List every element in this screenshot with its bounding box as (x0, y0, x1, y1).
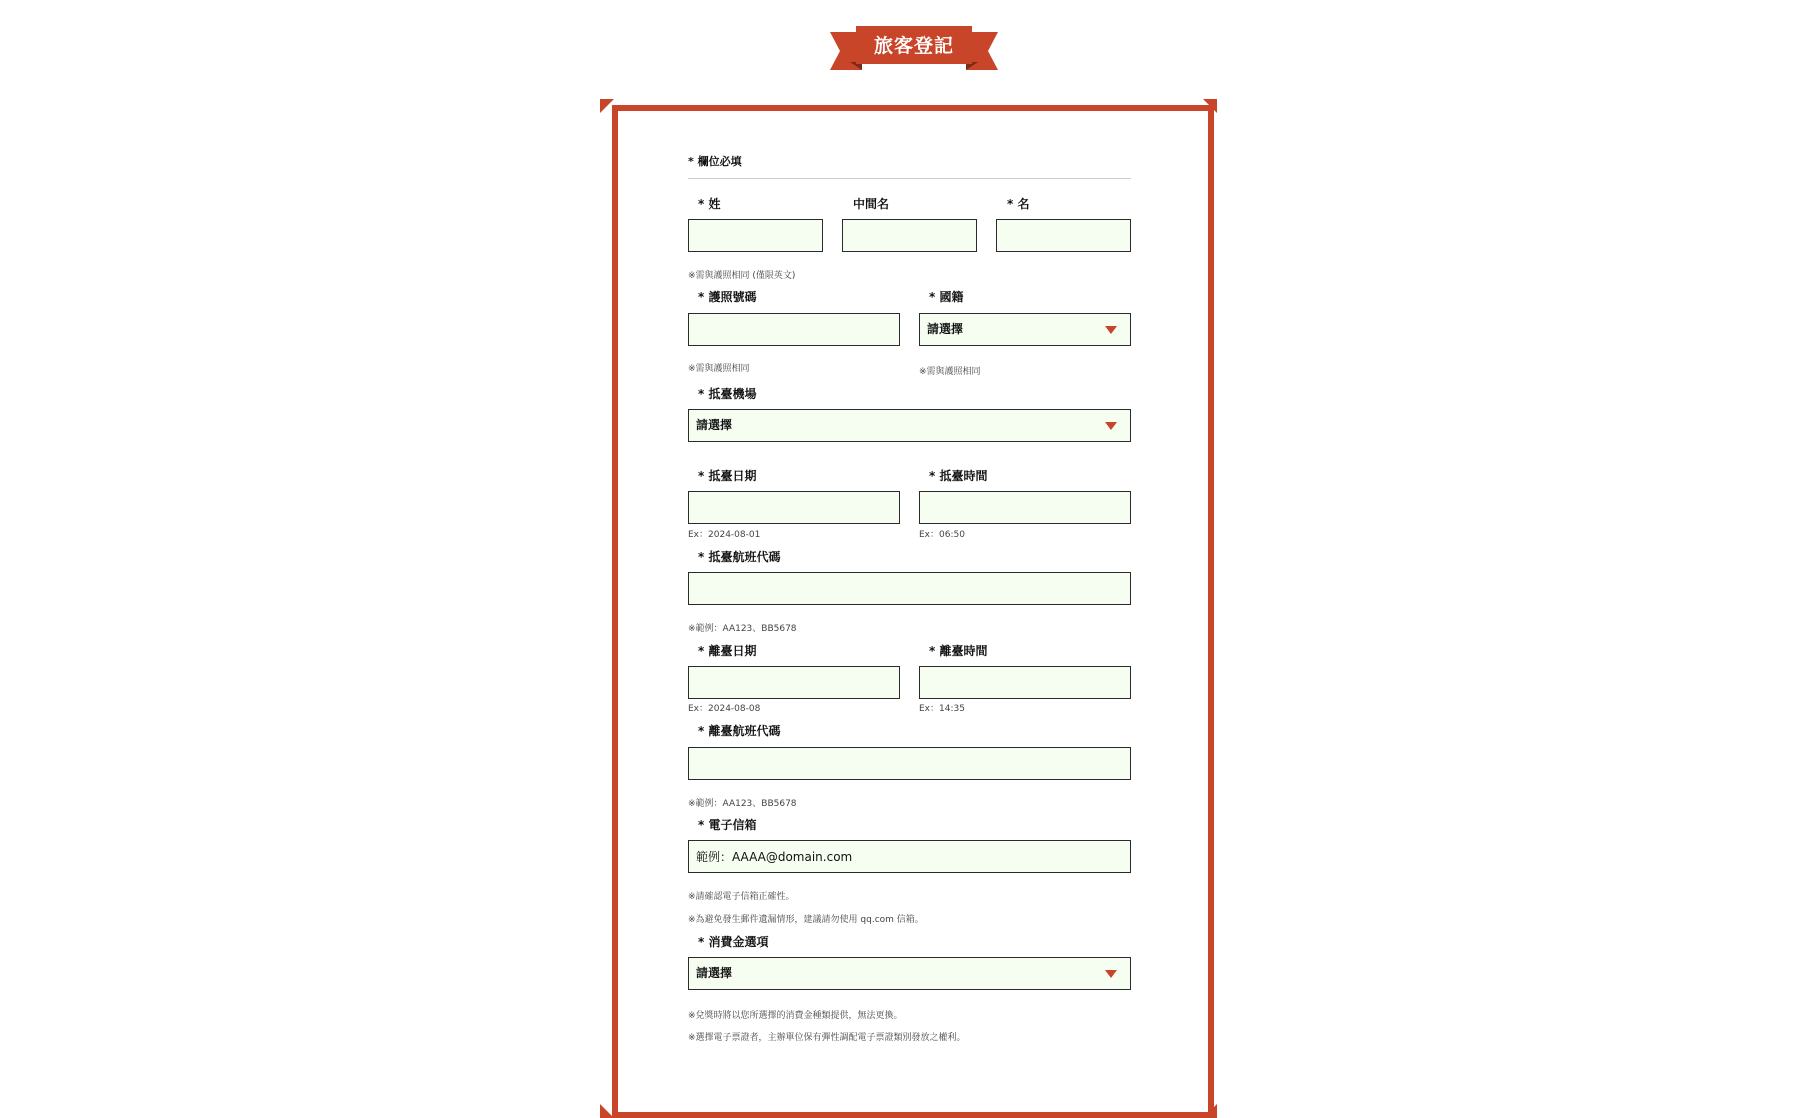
header-divider (688, 178, 1131, 179)
page-title: 旅客登記 (873, 35, 954, 57)
arrival-time-label: * 抵臺時間 (929, 469, 988, 483)
chevron-down-icon (1105, 970, 1117, 978)
arrival-time-input[interactable] (919, 491, 1131, 524)
voucher-option-label: * 消費金選項 (698, 935, 769, 949)
frame-corner (600, 1104, 614, 1118)
arrival-date-hint: Ex：2024-08-01 (688, 530, 761, 540)
passport-note: ※需與護照相同 (688, 364, 750, 374)
departure-time-label: * 離臺時間 (929, 644, 988, 658)
last-name-label: * 姓 (698, 197, 721, 211)
nationality-select[interactable] (919, 313, 1131, 346)
departure-flight-label: * 離臺航班代碼 (698, 724, 781, 738)
frame-corner (1203, 1104, 1217, 1118)
arrival-flight-note: ※範例：AA123、BB5678 (688, 624, 797, 634)
passport-number-label: * 護照號碼 (698, 290, 757, 304)
banner-ribbon (830, 26, 998, 72)
required-fields-note: * 欄位必填 (688, 155, 742, 168)
name-note: ※需與護照相同 (僅限英文) (688, 271, 796, 281)
arrival-flight-label: * 抵臺航班代碼 (698, 550, 781, 564)
frame-corner (1203, 99, 1217, 113)
departure-flight-input[interactable] (688, 747, 1131, 780)
email-label: * 電子信箱 (698, 818, 757, 832)
arrival-time-hint: Ex：06:50 (919, 530, 965, 540)
middle-name-input[interactable] (842, 219, 977, 252)
departure-date-hint: Ex：2024-08-08 (688, 704, 761, 714)
arrival-flight-input[interactable] (688, 572, 1131, 605)
last-name-input[interactable] (688, 219, 823, 252)
middle-name-label: 中間名 (853, 197, 890, 211)
email-note-qq: ※為避免發生郵件遺漏情形，建議請勿使用 qq.com 信箱。 (688, 915, 924, 925)
arrival-airport-select[interactable] (688, 409, 1131, 442)
departure-flight-note: ※範例：AA123、BB5678 (688, 799, 797, 809)
nationality-selected-value: 請選擇 (927, 322, 964, 336)
voucher-note-rights: ※選擇電子票證者，主辦單位保有彈性調配電子票證類別發放之權利。 (688, 1033, 966, 1043)
chevron-down-icon (1105, 422, 1117, 430)
arrival-airport-label: * 抵臺機場 (698, 387, 757, 401)
nationality-label: * 國籍 (929, 290, 964, 304)
passport-number-input[interactable] (688, 313, 900, 346)
nationality-note: ※需與護照相同 (919, 367, 981, 377)
arrival-airport-selected-value: 請選擇 (696, 418, 733, 432)
first-name-label: * 名 (1007, 197, 1030, 211)
email-input[interactable] (688, 840, 1131, 873)
voucher-note-exchange: ※兌獎時將以您所選擇的消費金種類提供，無法更換。 (688, 1011, 903, 1021)
departure-date-label: * 離臺日期 (698, 644, 757, 658)
arrival-date-input[interactable] (688, 491, 900, 524)
voucher-option-selected-value: 請選擇 (696, 966, 733, 980)
first-name-input[interactable] (996, 219, 1131, 252)
departure-date-input[interactable] (688, 666, 900, 699)
frame-corner (600, 99, 614, 113)
email-note-validity: ※請確認電子信箱正確性。 (688, 892, 795, 902)
arrival-date-label: * 抵臺日期 (698, 469, 757, 483)
voucher-option-select[interactable] (688, 957, 1131, 990)
departure-time-input[interactable] (919, 666, 1131, 699)
chevron-down-icon (1105, 326, 1117, 334)
departure-time-hint: Ex：14:35 (919, 704, 965, 714)
